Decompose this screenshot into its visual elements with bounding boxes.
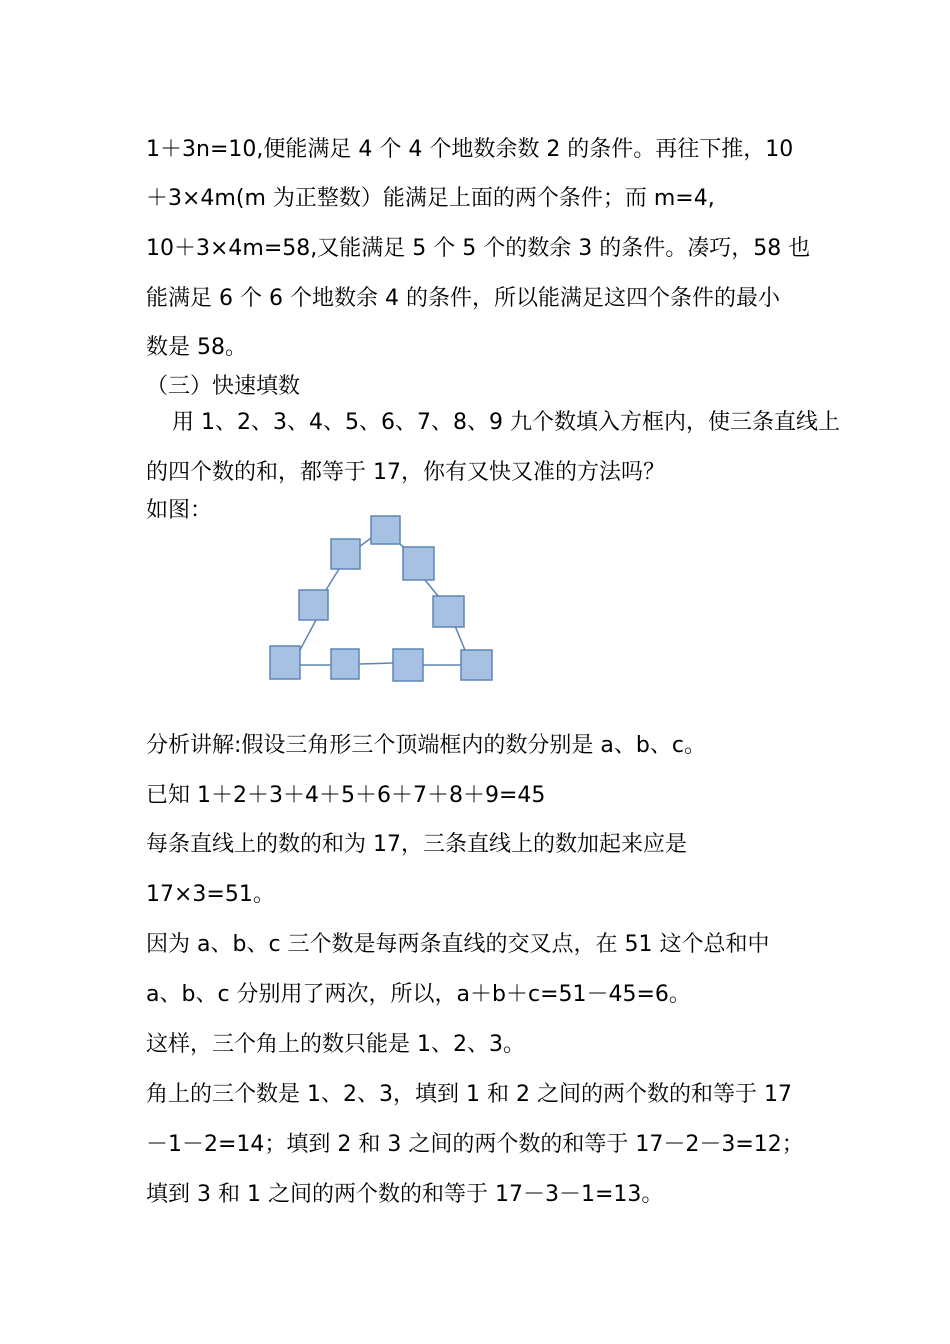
box-bottom-right-corner — [461, 650, 492, 680]
box-left-2 — [299, 590, 328, 620]
text-line: 1＋3n=10,便能满足 4 个 4 个地数余数 2 的条件。再往下推，10 — [146, 137, 794, 162]
text-line: a、b、c 分别用了两次，所以，a＋b＋c=51－45=6。 — [146, 982, 691, 1007]
triangle-box-diagram — [260, 505, 510, 695]
box-bottom-2 — [331, 649, 359, 679]
text-line: 17×3=51。 — [146, 882, 275, 907]
text-line: 能满足 6 个 6 个地数余 4 的条件，所以能满足这四个条件的最小 — [146, 286, 780, 311]
triangle-diagram-svg — [260, 505, 510, 695]
text-line: 10＋3×4m=58,又能满足 5 个 5 个的数余 3 的条件。凑巧，58 也 — [146, 236, 811, 261]
text-line: ＋3×4m(m 为正整数）能满足上面的两个条件；而 m=4, — [146, 186, 715, 211]
text-line: 角上的三个数是 1、2、3，填到 1 和 2 之间的两个数的和等于 17 — [146, 1082, 792, 1107]
text-line: 已知 1＋2＋3＋4＋5＋6＋7＋8＋9=45 — [146, 783, 546, 808]
box-right-3 — [433, 596, 464, 627]
text-line: 填到 3 和 1 之间的两个数的和等于 17－3－1=13。 — [146, 1182, 664, 1207]
box-bottom-left-corner — [270, 646, 300, 679]
box-top-corner — [371, 516, 400, 544]
connector-line — [425, 580, 438, 596]
text-line: 因为 a、b、c 三个数是每两条直线的交叉点，在 51 这个总和中 — [146, 932, 770, 957]
figure-caption: 如图： — [146, 498, 213, 523]
text-line: 分析讲解:假设三角形三个顶端框内的数分别是 a、b、c。 — [146, 733, 706, 758]
section-heading: （三）快速填数 — [146, 374, 301, 399]
box-bottom-3 — [393, 649, 423, 681]
box-right-2 — [403, 547, 434, 580]
connector-line — [455, 626, 465, 650]
connector-line — [300, 620, 316, 650]
text-line: 每条直线上的数的和为 17，三条直线上的数加起来应是 — [146, 832, 687, 857]
text-line: 数是 58。 — [146, 335, 247, 360]
box-left-3 — [331, 539, 360, 569]
text-line: 这样，三个角上的数只能是 1、2、3。 — [146, 1032, 525, 1057]
text-line: －1－2=14；填到 2 和 3 之间的两个数的和等于 17－2－3=12； — [146, 1132, 804, 1157]
connector-line — [326, 569, 339, 590]
connector-line — [359, 663, 393, 664]
text-line: 用 1、2、3、4、5、6、7、8、9 九个数填入方框内，使三条直线上 — [172, 410, 840, 435]
text-line: 的四个数的和，都等于 17，你有又快又准的方法吗？ — [146, 460, 665, 485]
